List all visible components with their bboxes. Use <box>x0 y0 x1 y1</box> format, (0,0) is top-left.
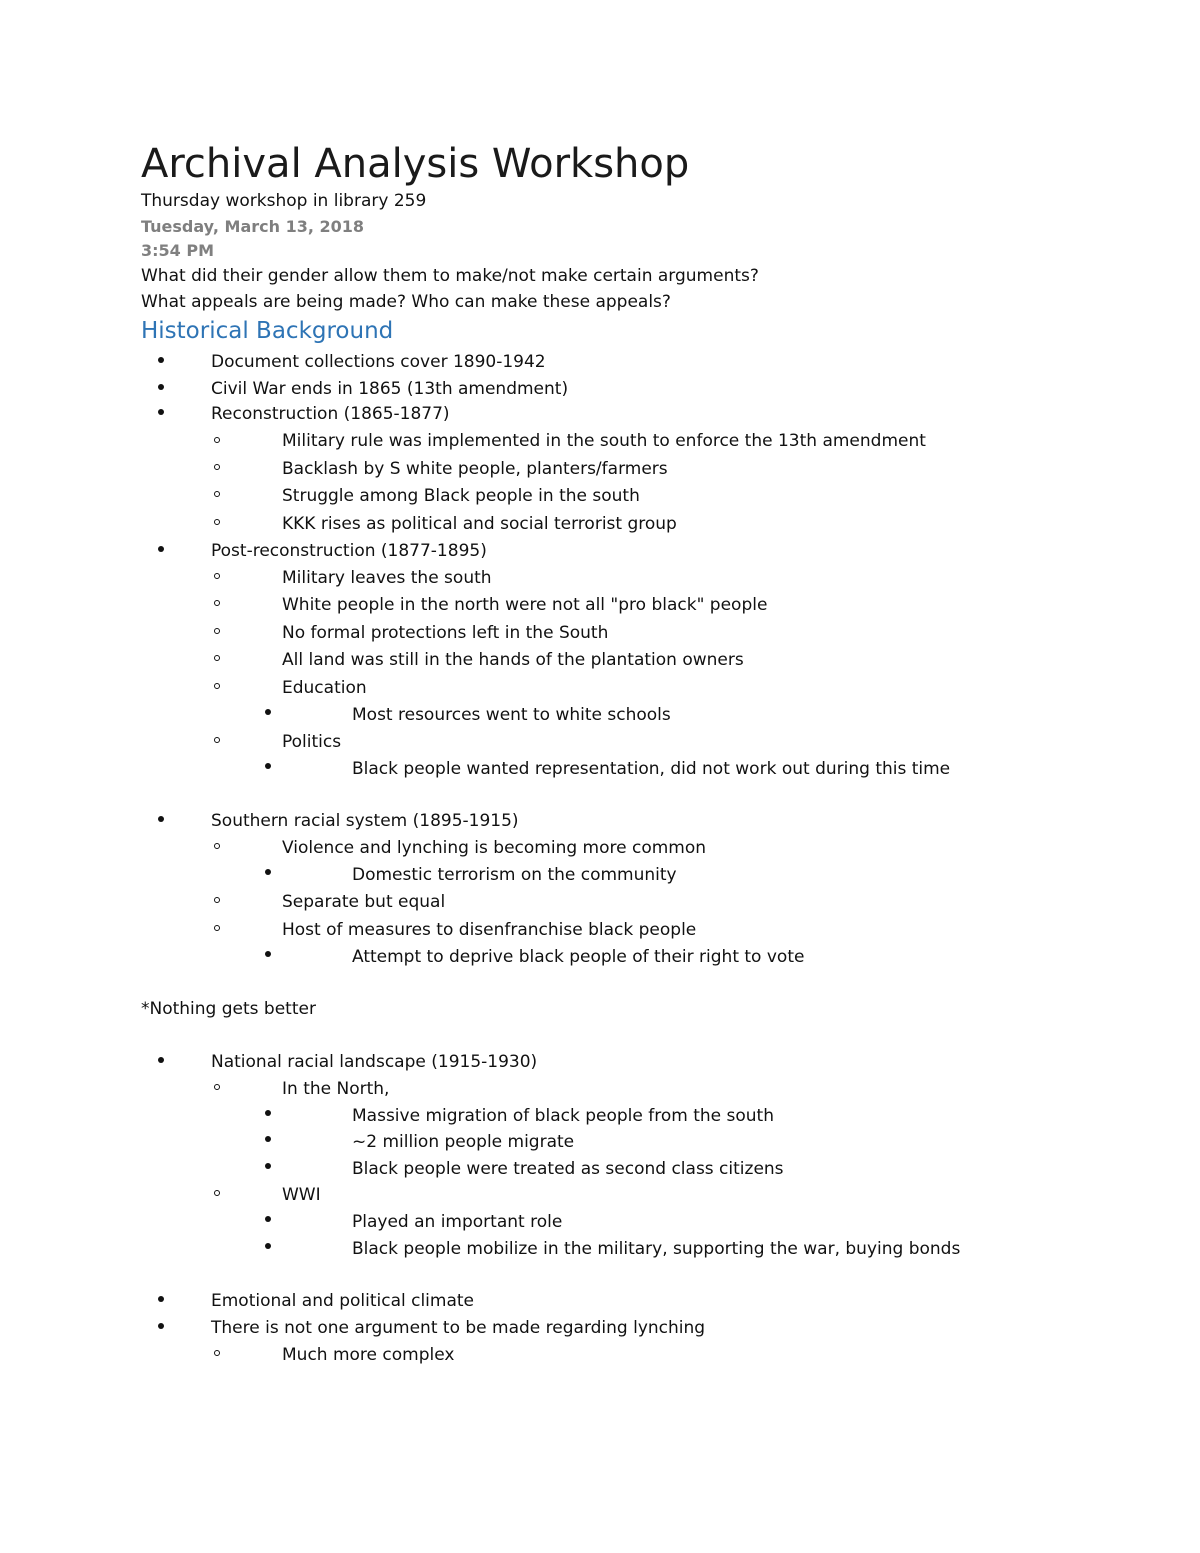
list-item: Separate but equal <box>282 892 446 912</box>
bullet-icon <box>265 1243 271 1249</box>
list-item: Military rule was implemented in the south to enforce the 13th amendment <box>282 431 926 451</box>
list-item: Black people were treated as second class citizens <box>352 1159 784 1179</box>
bullet-icon <box>158 1057 164 1063</box>
circle-bullet-icon <box>214 737 220 743</box>
list-item: Played an important role <box>352 1212 563 1232</box>
note-date: Tuesday, March 13, 2018 <box>141 217 365 236</box>
circle-bullet-icon <box>214 897 220 903</box>
list-item: Politics <box>282 732 342 752</box>
circle-bullet-icon <box>214 843 220 849</box>
list-item: Black people wanted representation, did not work out during this time <box>352 759 951 779</box>
list-item: ~2 million people migrate <box>352 1132 575 1152</box>
bullet-icon <box>158 816 164 822</box>
question-line: What appeals are being made? Who can make these appeals? <box>141 292 671 312</box>
circle-bullet-icon <box>214 1084 220 1090</box>
list-item: Black people mobilize in the military, supporting the war, buying bonds <box>352 1239 961 1259</box>
section-heading: Historical Background <box>141 318 394 344</box>
circle-bullet-icon <box>214 655 220 661</box>
bullet-icon <box>158 1323 164 1329</box>
list-item: Document collections cover 1890-1942 <box>211 352 546 372</box>
bullet-icon <box>158 384 164 390</box>
list-item: Massive migration of black people from the south <box>352 1106 774 1126</box>
circle-bullet-icon <box>214 925 220 931</box>
bullet-icon <box>158 1296 164 1302</box>
note-line: *Nothing gets better <box>141 999 316 1019</box>
list-item: Civil War ends in 1865 (13th amendment) <box>211 379 569 399</box>
bullet-icon <box>265 1163 271 1169</box>
bullet-icon <box>265 1216 271 1222</box>
list-item: In the North, <box>282 1079 390 1099</box>
bullet-icon <box>158 357 164 363</box>
list-item: All land was still in the hands of the plantation owners <box>282 650 744 670</box>
list-item: Post-reconstruction (1877-1895) <box>211 541 487 561</box>
list-item: Host of measures to disenfranchise black people <box>282 920 697 940</box>
list-item: Reconstruction (1865-1877) <box>211 404 450 424</box>
bullet-icon <box>158 546 164 552</box>
list-item: Much more complex <box>282 1345 455 1365</box>
list-item: National racial landscape (1915-1930) <box>211 1052 538 1072</box>
subtitle: Thursday workshop in library 259 <box>141 191 427 211</box>
circle-bullet-icon <box>214 1350 220 1356</box>
list-item: Southern racial system (1895-1915) <box>211 811 519 831</box>
circle-bullet-icon <box>214 1190 220 1196</box>
list-item: Attempt to deprive black people of their right to vote <box>352 947 805 967</box>
bullet-icon <box>158 409 164 415</box>
list-item: Education <box>282 678 367 698</box>
list-item: Domestic terrorism on the community <box>352 865 677 885</box>
bullet-icon <box>265 1136 271 1142</box>
circle-bullet-icon <box>214 464 220 470</box>
list-item: Most resources went to white schools <box>352 705 671 725</box>
list-item: Backlash by S white people, planters/farmers <box>282 459 668 479</box>
bullet-icon <box>265 951 271 957</box>
circle-bullet-icon <box>214 573 220 579</box>
bullet-icon <box>265 709 271 715</box>
list-item: White people in the north were not all "pro black" people <box>282 595 768 615</box>
circle-bullet-icon <box>214 519 220 525</box>
list-item: KKK rises as political and social terrorist group <box>282 514 677 534</box>
circle-bullet-icon <box>214 491 220 497</box>
bullet-icon <box>265 869 271 875</box>
circle-bullet-icon <box>214 437 220 443</box>
list-item: Military leaves the south <box>282 568 492 588</box>
list-item: Emotional and political climate <box>211 1291 475 1311</box>
circle-bullet-icon <box>214 683 220 689</box>
circle-bullet-icon <box>214 600 220 606</box>
question-line: What did their gender allow them to make/not make certain arguments? <box>141 266 759 286</box>
note-time: 3:54 PM <box>141 241 215 260</box>
circle-bullet-icon <box>214 628 220 634</box>
bullet-icon <box>265 763 271 769</box>
list-item: There is not one argument to be made regarding lynching <box>211 1318 706 1338</box>
list-item: Violence and lynching is becoming more common <box>282 838 707 858</box>
page-title: Archival Analysis Workshop <box>141 141 690 187</box>
list-item: Struggle among Black people in the south <box>282 486 640 506</box>
list-item: WWI <box>282 1185 321 1205</box>
bullet-icon <box>265 1110 271 1116</box>
list-item: No formal protections left in the South <box>282 623 609 643</box>
